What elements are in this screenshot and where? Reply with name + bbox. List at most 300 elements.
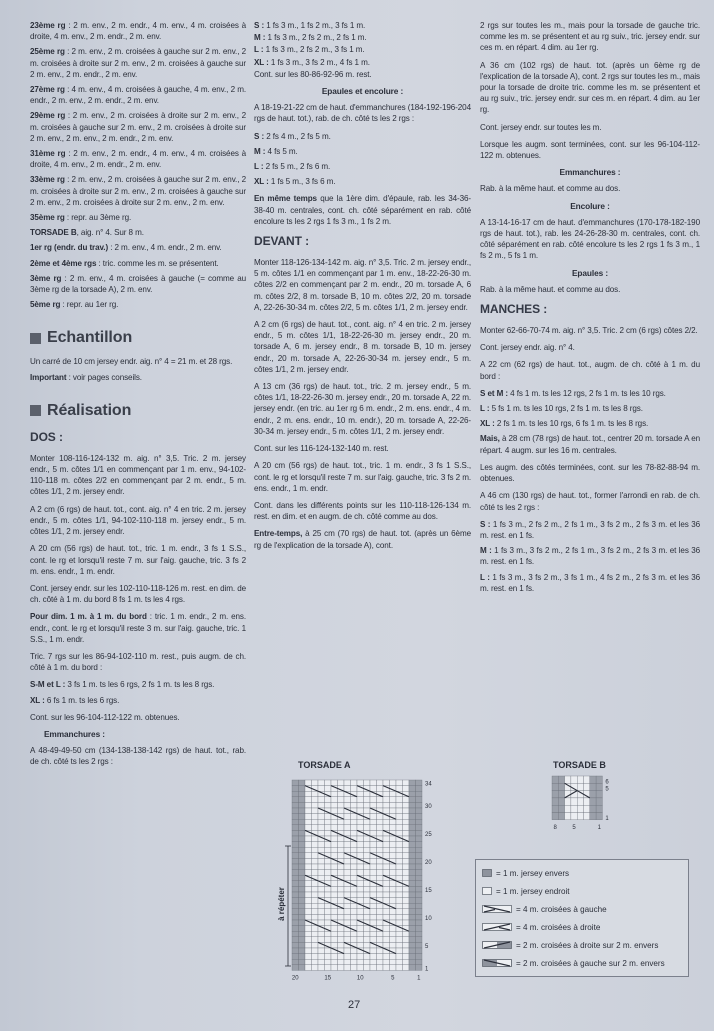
realisation-heading: Réalisation [30, 401, 246, 421]
knit-cell [383, 931, 390, 937]
knit-cell [370, 819, 377, 825]
manches-mais: Mais, à 28 cm (78 rgs) de haut. tot., centrer 20 m. torsade A en répart. 4 augm. sur les 16 m. centrales. [480, 434, 700, 455]
knit-cell [338, 870, 345, 876]
purl-cell [299, 836, 306, 842]
knit-cell [351, 842, 358, 848]
knit-cell [351, 819, 358, 825]
knit-cell [305, 959, 312, 965]
knit-cell [305, 931, 312, 937]
knit-cell [357, 881, 364, 887]
knit-cell [351, 886, 358, 892]
knit-cell [377, 830, 384, 836]
knit-cell [377, 892, 384, 898]
knit-cell [331, 965, 338, 971]
purl-cell [590, 805, 596, 812]
purl-cell [596, 791, 602, 798]
emmanchures-heading-2: Emmanchures : [559, 167, 621, 178]
knit-cell [331, 892, 338, 898]
knit-cell [325, 819, 332, 825]
y-tick-label: 6 [605, 779, 609, 786]
purl-cell [596, 805, 602, 812]
knit-cell [364, 954, 371, 960]
knit-cell [357, 931, 364, 937]
knit-cell [351, 814, 358, 820]
knit-cell [377, 875, 384, 881]
knit-cell [305, 780, 312, 786]
knit-cell [305, 942, 312, 948]
knit-cell [364, 881, 371, 887]
purl-cell [416, 842, 423, 848]
knit-cell [364, 842, 371, 848]
ep-l: L : 2 fs 5 m., 2 fs 6 m. [254, 162, 331, 172]
knit-cell [344, 858, 351, 864]
knit-cell [357, 886, 364, 892]
knit-cell [344, 909, 351, 915]
purl-cell [552, 776, 558, 783]
purl-cell [299, 909, 306, 915]
knit-cell [370, 937, 377, 943]
knit-cell [377, 959, 384, 965]
knit-cell [403, 914, 410, 920]
purl-cell [416, 864, 423, 870]
purl-cell [558, 813, 564, 820]
knit-cell [577, 776, 583, 783]
purl-cell [292, 858, 299, 864]
knit-cell [377, 802, 384, 808]
knit-cell [565, 798, 571, 805]
purl-cell [590, 776, 596, 783]
knit-cell [344, 797, 351, 803]
ep-p1: A 18-19-21-22 cm de haut. d'emmanchures (184-192-196-204 rgs de haut. tot.), rab. de ch. côté ts les 2 rgs : [254, 103, 471, 124]
knit-cell [305, 937, 312, 943]
knit-cell [312, 903, 319, 909]
ep-s: S : 2 fs 4 m., 2 fs 5 m. [254, 131, 331, 141]
knit-cell [351, 914, 358, 920]
knit-cell [351, 909, 358, 915]
knit-cell [312, 842, 319, 848]
knit-cell [377, 937, 384, 943]
b-row-5: 5ème rg : repr. au 1er rg. [30, 300, 119, 310]
y-tick-label: 1 [425, 966, 429, 973]
knit-cell [331, 802, 338, 808]
c3-p2: A 36 cm (102 rgs) de haut. tot. (après un 6ème rg de l'explication de la torsade A), cont. 2 rgs sur toutes les m., mais pour la torsade de droite tric. comme les m. se présentent et au rg suiv., tric. jersey endr. sur ces m. en répart. 4 dim. au 1er rg. [480, 60, 700, 115]
knit-cell [331, 819, 338, 825]
c3-p1: 2 rgs sur toutes les m., mais pour la torsade de gauche tric. comme les m. se présentent et au rg suiv., tric. jersey endr. sur ces m. en répart. 4 dim. au 1er rg. [480, 21, 700, 53]
knit-cell [331, 791, 338, 797]
purl-cell [416, 948, 423, 954]
purl-cell [409, 965, 416, 971]
knit-cell [383, 797, 390, 803]
knit-cell [325, 847, 332, 853]
knit-cell [370, 875, 377, 881]
knit-cell [364, 802, 371, 808]
column-left [30, 20, 246, 772]
knit-cell [370, 914, 377, 920]
purl-cell [292, 903, 299, 909]
knit-cell [370, 864, 377, 870]
purl-cell [409, 920, 416, 926]
knit-cell [351, 937, 358, 943]
y-tick-label: 25 [425, 832, 432, 838]
purl-cell [292, 847, 299, 853]
knit-cell [377, 780, 384, 786]
knit-cell [396, 875, 403, 881]
knit-cell [370, 847, 377, 853]
knit-cell [351, 780, 358, 786]
knit-cell [331, 942, 338, 948]
purl-cell [416, 830, 423, 836]
knit-cell [344, 825, 351, 831]
purl-cell [558, 791, 564, 798]
knit-cell [390, 847, 397, 853]
knit-cell [351, 948, 358, 954]
purl-cell [409, 836, 416, 842]
purl-cell [292, 814, 299, 820]
knit-cell [312, 892, 319, 898]
knit-cell [305, 954, 312, 960]
purl-cell [416, 786, 423, 792]
knit-cell [305, 814, 312, 820]
purl-cell [416, 881, 423, 887]
knit-cell [305, 965, 312, 971]
row-33: 33ème rg : 2 m. env., 2 m. croisées à gauche sur 2 m. env., 2 m. croisées à droite sur 2 m. env., 2 m. croisées à gauche sur 2 m. env., 2 m. croisées à droite sur 2 m. env., 2 m. env. [30, 175, 246, 207]
knit-cell [403, 847, 410, 853]
knit-cell [370, 842, 377, 848]
knit-cell [383, 825, 390, 831]
page-number: 27 [348, 999, 361, 1011]
knit-cell [403, 898, 410, 904]
knit-cell [403, 814, 410, 820]
purl-cell [590, 791, 596, 798]
knit-cell [351, 965, 358, 971]
purl-cell [552, 791, 558, 798]
knit-cell [351, 870, 358, 876]
purl-cell [409, 830, 416, 836]
purl-cell [299, 858, 306, 864]
purl-cell [292, 948, 299, 954]
knit-cell [305, 870, 312, 876]
symbol-legend [475, 859, 689, 977]
emm-cont: Cont. sur les 80-86-92-96 m. rest. [254, 69, 372, 79]
knit-cell [351, 802, 358, 808]
knit-cell [338, 892, 345, 898]
knit-cell [370, 797, 377, 803]
knit-cell [390, 825, 397, 831]
purl-cell [409, 954, 416, 960]
torsade-b-chart [548, 772, 618, 838]
knit-cell [331, 909, 338, 915]
devant-p4: Cont. sur les 116-124-132-140 m. rest. [254, 444, 389, 454]
purl-cell [299, 819, 306, 825]
knit-cell [403, 870, 410, 876]
purl-cell [292, 926, 299, 932]
knit-cell [331, 864, 338, 870]
row-29: 29ème rg : 2 m. env., 2 m. croisées à droite sur 2 m. env., 2 m. croisées à gauche sur 2 m. env., 2 m. croisées à droite sur 2 m. env., 2 m. env., 2 m. endr., 2 m. env. [30, 111, 246, 143]
knit-cell [396, 903, 403, 909]
knit-cell [312, 791, 319, 797]
knit-cell [396, 858, 403, 864]
knit-cell [383, 791, 390, 797]
knit-cell [357, 898, 364, 904]
knit-cell [403, 965, 410, 971]
purl-cell [292, 914, 299, 920]
knit-cell [370, 814, 377, 820]
knit-cell [331, 881, 338, 887]
knit-cell [357, 825, 364, 831]
purl-cell [299, 948, 306, 954]
knit-cell [325, 909, 332, 915]
knit-cell [370, 931, 377, 937]
knit-cell [344, 886, 351, 892]
knit-cell [396, 825, 403, 831]
purl-cell [292, 864, 299, 870]
knit-cell [403, 786, 410, 792]
knit-cell [383, 959, 390, 965]
x-tick-label: 5 [391, 975, 395, 980]
knit-cell [312, 931, 319, 937]
purl-cell [409, 847, 416, 853]
echantillon-text: Un carré de 10 cm jersey endr. aig. n° 4 = 21 m. et 28 rgs. [30, 357, 233, 367]
knit-cell [325, 825, 332, 831]
knit-cell [344, 786, 351, 792]
knit-cell [403, 802, 410, 808]
purl-symbol-icon [482, 869, 492, 877]
y-tick-label: 5 [425, 944, 429, 950]
purl-cell [299, 853, 306, 859]
torsade-a-chart [262, 770, 462, 980]
knit-cell [344, 892, 351, 898]
knit-cell [383, 870, 390, 876]
purl-cell [299, 847, 306, 853]
knit-cell [344, 914, 351, 920]
knit-cell [312, 959, 319, 965]
purl-cell [416, 858, 423, 864]
knit-cell [318, 847, 325, 853]
knit-cell [396, 808, 403, 814]
purl-cell [299, 808, 306, 814]
purl-cell [292, 791, 299, 797]
knit-cell [364, 937, 371, 943]
purl-cell [409, 948, 416, 954]
purl-cell [299, 864, 306, 870]
knit-cell [396, 954, 403, 960]
emm-xl: XL : 1 fs 3 m., 3 fs 2 m., 4 fs 1 m. [254, 57, 370, 67]
manches-s: S : 1 fs 3 m., 2 fs 2 m., 2 fs 1 m., 3 fs 2 m., 2 fs 3 m. et les 36 m. rest. en 1 fs. [480, 519, 700, 540]
knit-cell [325, 780, 332, 786]
knit-cell [318, 797, 325, 803]
knit-cell [377, 954, 384, 960]
knit-cell [364, 780, 371, 786]
knit-cell [390, 898, 397, 904]
knit-cell [396, 830, 403, 836]
knit-cell [325, 864, 332, 870]
knit-cell [396, 920, 403, 926]
cross-left-purl-icon [482, 959, 512, 967]
knit-cell [357, 914, 364, 920]
purl-cell [292, 825, 299, 831]
x-tick-label: 15 [324, 975, 332, 980]
purl-cell [409, 926, 416, 932]
manches-p3: A 22 cm (62 rgs) de haut. tot., augm. de ch. côté à 1 m. du bord : [480, 360, 700, 381]
knit-cell [344, 819, 351, 825]
knit-cell [305, 909, 312, 915]
knit-cell [331, 926, 338, 932]
purl-cell [409, 909, 416, 915]
purl-cell [558, 805, 564, 812]
purl-cell [552, 783, 558, 790]
knit-cell [305, 825, 312, 831]
knit-cell [390, 942, 397, 948]
knit-cell [312, 802, 319, 808]
repeat-label: à répéter [277, 887, 286, 921]
knit-cell [396, 948, 403, 954]
knit-cell [338, 847, 345, 853]
knit-cell [305, 914, 312, 920]
knit-cell [370, 965, 377, 971]
purl-cell [292, 920, 299, 926]
purl-cell [299, 875, 306, 881]
purl-cell [416, 931, 423, 937]
knit-cell [357, 819, 364, 825]
knit-cell [571, 805, 577, 812]
knit-cell [344, 780, 351, 786]
knit-cell [383, 892, 390, 898]
purl-cell [292, 853, 299, 859]
knit-cell [338, 791, 345, 797]
knit-cell [331, 931, 338, 937]
purl-cell [299, 786, 306, 792]
knit-cell [344, 937, 351, 943]
knit-cell [403, 942, 410, 948]
knit-cell [331, 797, 338, 803]
purl-cell [299, 920, 306, 926]
knit-cell [318, 825, 325, 831]
knit-cell [318, 780, 325, 786]
knit-cell [383, 836, 390, 842]
purl-cell [292, 786, 299, 792]
manches-l: L : 5 fs 1 m. ts les 10 rgs, 2 fs 1 m. ts les 8 rgs. [480, 404, 643, 414]
knit-cell [383, 914, 390, 920]
legend-cross-left-purl: = 2 m. croisées à gauche sur 2 m. envers [482, 957, 665, 969]
knit-cell [318, 830, 325, 836]
dos-p1: Monter 108-116-124-132 m. aig. n° 3,5. Tric. 2 m. jersey endr., 5 m. côtes 1/1 en commençant par 1 m. env., 94-102-110-118 m. côtes 2/2 en commençant par 2 m. endr., 5 m. côtes 1/1, 2 m. jersey endr. [30, 453, 246, 497]
knit-cell [396, 864, 403, 870]
knit-cell [318, 858, 325, 864]
knit-cell [357, 780, 364, 786]
knit-cell [351, 786, 358, 792]
knit-cell [331, 842, 338, 848]
knit-cell [390, 819, 397, 825]
knit-cell [584, 798, 590, 805]
knit-cell [377, 914, 384, 920]
knit-cell [364, 808, 371, 814]
knit-cell [338, 937, 345, 943]
b-row-1: 1er rg (endr. du trav.) : 2 m. env., 4 m. endr., 2 m. env. [30, 243, 222, 253]
torsade-b-y-ticks [605, 779, 609, 822]
knit-cell [312, 954, 319, 960]
row-23: 23ème rg : 2 m. env., 2 m. endr., 4 m. env., 4 m. croisées à droite, 4 m. env., 2 m. endr., 2 m. env. [30, 21, 247, 42]
purl-cell [409, 898, 416, 904]
emm-l: L : 1 fs 3 m., 2 fs 2 m., 3 fs 1 m. [254, 45, 365, 55]
purl-cell [416, 797, 423, 803]
knit-cell [364, 819, 371, 825]
purl-cell [299, 898, 306, 904]
purl-cell [292, 959, 299, 965]
knit-cell [357, 926, 364, 932]
purl-cell [409, 814, 416, 820]
knit-cell [305, 797, 312, 803]
knit-cell [403, 853, 410, 859]
knit-cell [370, 892, 377, 898]
knit-cell [403, 780, 410, 786]
knit-cell [364, 864, 371, 870]
purl-cell [596, 798, 602, 805]
knit-cell [338, 909, 345, 915]
knit-cell [396, 892, 403, 898]
knit-cell [325, 786, 332, 792]
knit-cell [377, 965, 384, 971]
purl-cell [416, 819, 423, 825]
knit-cell [357, 954, 364, 960]
cross-right-4-icon [482, 923, 512, 931]
knit-cell [305, 903, 312, 909]
knit-cell [338, 853, 345, 859]
knit-cell [403, 892, 410, 898]
knit-cell [383, 842, 390, 848]
knit-cell [577, 798, 583, 805]
purl-cell [409, 886, 416, 892]
knit-cell [383, 886, 390, 892]
knit-cell [370, 780, 377, 786]
purl-cell [416, 898, 423, 904]
purl-cell [292, 842, 299, 848]
purl-cell [409, 786, 416, 792]
knit-cell [396, 942, 403, 948]
purl-cell [292, 870, 299, 876]
knit-cell [318, 875, 325, 881]
knit-cell [370, 802, 377, 808]
knit-cell [383, 802, 390, 808]
purl-cell [596, 783, 602, 790]
knit-cell [584, 805, 590, 812]
knit-cell [364, 898, 371, 904]
knit-cell [370, 909, 377, 915]
column-middle [254, 20, 471, 557]
purl-cell [416, 909, 423, 915]
knit-cell [370, 903, 377, 909]
knit-cell [312, 808, 319, 814]
purl-cell [409, 853, 416, 859]
knit-cell [357, 853, 364, 859]
purl-cell [416, 780, 423, 786]
knit-cell [377, 842, 384, 848]
epaules-heading: Epaules : [572, 267, 608, 278]
knit-cell [403, 864, 410, 870]
knit-cell [357, 965, 364, 971]
knit-cell [325, 903, 332, 909]
knit-cell [331, 825, 338, 831]
knit-cell [370, 886, 377, 892]
purl-cell [416, 914, 423, 920]
purl-cell [299, 926, 306, 932]
purl-cell [299, 914, 306, 920]
purl-cell [409, 819, 416, 825]
purl-cell [299, 959, 306, 965]
knit-cell [338, 808, 345, 814]
knit-cell [383, 864, 390, 870]
knit-cell [403, 875, 410, 881]
knit-cell [370, 920, 377, 926]
